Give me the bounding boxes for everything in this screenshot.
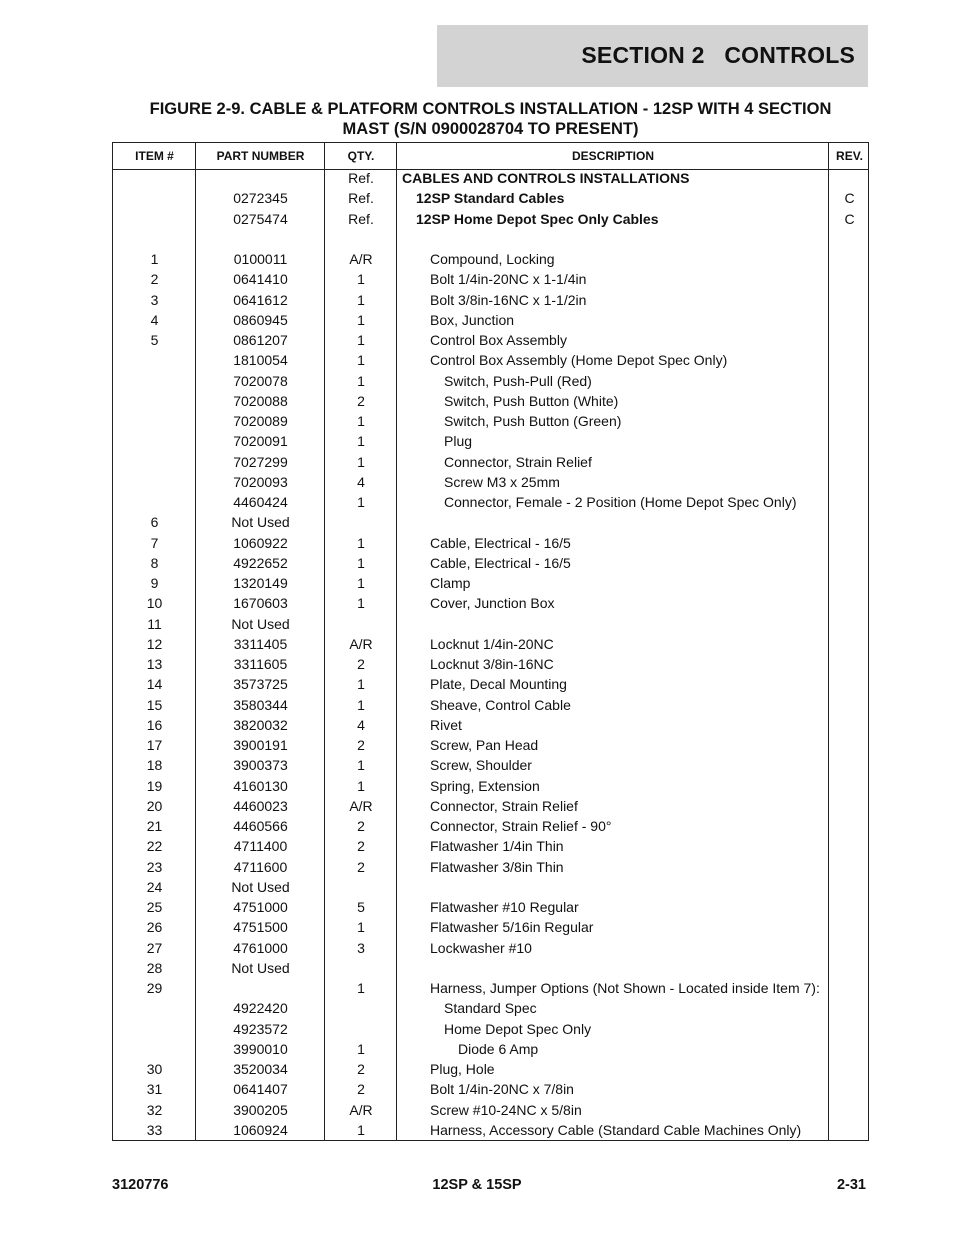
revision-cell: C xyxy=(844,210,855,227)
item-number-cell: 6 xyxy=(150,514,159,531)
item-number-cell: 10 xyxy=(146,595,163,612)
table-row xyxy=(113,209,868,229)
quantity-cell: 1 xyxy=(357,777,365,794)
item-number-cell: 11 xyxy=(147,615,162,632)
quantity-cell: 2 xyxy=(357,818,365,834)
part-number-cell: 4922420 xyxy=(233,1000,288,1017)
table-row xyxy=(113,533,868,553)
table-row xyxy=(113,1039,868,1059)
description-cell: Flatwasher #10 Regular xyxy=(430,899,579,915)
item-number-cell: 28 xyxy=(146,959,163,976)
description-cell: Flatwasher 1/4in Thin xyxy=(430,838,564,855)
quantity-cell: A/R xyxy=(349,635,373,652)
item-number-cell: 33 xyxy=(146,1121,163,1138)
item-number-cell: 20 xyxy=(146,797,163,814)
description-cell: Bolt 3/8in-16NC x 1-1/2in xyxy=(430,291,587,308)
figure-title-line-1: FIGURE 2-9. CABLE & PLATFORM CONTROLS INSTALLATION - 12SP WITH 4 SECTION xyxy=(149,100,832,118)
description-cell: 12SP Standard Cables xyxy=(416,190,565,207)
quantity-cell: 1 xyxy=(357,554,365,571)
item-number-cell: 30 xyxy=(146,1061,163,1077)
part-number-cell: 0641410 xyxy=(233,271,288,288)
quantity-cell: 2 xyxy=(357,392,365,409)
quantity-cell: 1 xyxy=(357,352,365,369)
description-cell: Diode 6 Amp xyxy=(458,1040,539,1057)
description-cell: Cover, Junction Box xyxy=(430,595,555,612)
description-cell: Screw #10-24NC x 5/8in xyxy=(430,1101,582,1118)
table-row xyxy=(113,573,868,593)
table-row xyxy=(113,857,868,877)
description-cell: Cable, Electrical - 16/5 xyxy=(430,534,571,551)
part-number-cell: 7020093 xyxy=(233,473,288,490)
part-number-cell: 1320149 xyxy=(233,575,288,591)
table-row xyxy=(113,1059,868,1079)
part-number-cell: 4460023 xyxy=(233,797,288,814)
table-row xyxy=(113,391,868,411)
table-row xyxy=(113,350,868,370)
quantity-cell: 3 xyxy=(357,939,365,956)
part-number-cell: Not Used xyxy=(231,615,290,632)
description-cell: Box, Junction xyxy=(430,311,515,328)
description-cell: Screw M3 x 25mm xyxy=(444,473,560,490)
quantity-cell: 2 xyxy=(357,656,365,672)
description-cell: Sheave, Control Cable xyxy=(430,696,571,713)
table-row xyxy=(113,735,868,755)
part-number-cell: 4751000 xyxy=(233,899,288,915)
table-row xyxy=(113,836,868,856)
quantity-cell: 2 xyxy=(357,1061,365,1077)
part-number-cell: 4923572 xyxy=(233,1020,288,1037)
description-cell: Spring, Extension xyxy=(430,777,540,794)
table-row xyxy=(113,290,868,310)
column-header-rev: REV. xyxy=(836,149,863,163)
table-row xyxy=(113,978,868,998)
description-cell: Screw, Pan Head xyxy=(430,737,539,753)
part-number-cell: 3990010 xyxy=(233,1040,288,1057)
part-number-cell: 7020088 xyxy=(233,392,288,409)
item-number-cell: 5 xyxy=(150,332,159,348)
part-number-cell: 4711400 xyxy=(233,838,288,855)
part-number-cell: 7027299 xyxy=(233,453,288,470)
table-row xyxy=(113,715,868,735)
quantity-cell: 1 xyxy=(357,696,365,713)
item-number-cell: 1 xyxy=(150,251,159,267)
part-number-cell: Not Used xyxy=(231,959,290,976)
item-number-cell: 17 xyxy=(146,737,163,753)
quantity-cell: 2 xyxy=(357,1081,365,1098)
description-cell: Connector, Strain Relief xyxy=(444,453,592,470)
table-row xyxy=(113,330,868,350)
item-number-cell: 27 xyxy=(146,939,163,956)
quantity-cell: 1 xyxy=(357,595,365,612)
description-cell: Plug xyxy=(444,433,473,450)
footer-model: 12SP & 15SP xyxy=(432,1177,522,1193)
column-header-part-number: PART NUMBER xyxy=(216,149,305,163)
quantity-cell: 1 xyxy=(357,311,365,328)
item-number-cell: 18 xyxy=(146,757,163,774)
part-number-cell: 4160130 xyxy=(233,777,288,794)
part-number-cell: 3580344 xyxy=(233,696,288,713)
table-row xyxy=(113,1120,868,1140)
table-row xyxy=(113,674,868,694)
quantity-cell: 5 xyxy=(357,899,365,915)
table-row xyxy=(113,492,868,512)
part-number-cell: 0860945 xyxy=(233,311,288,328)
item-number-cell: 13 xyxy=(146,656,163,672)
table-row xyxy=(113,188,868,208)
column-header-description: DESCRIPTION xyxy=(571,149,654,163)
table-row xyxy=(113,634,868,654)
table-row xyxy=(113,168,868,188)
item-number-cell: 9 xyxy=(150,575,159,591)
table-row xyxy=(113,411,868,431)
description-cell: Connector, Strain Relief xyxy=(430,797,578,814)
quantity-cell: A/R xyxy=(349,251,373,267)
quantity-cell: 1 xyxy=(357,453,365,470)
quantity-cell: 1 xyxy=(357,534,365,551)
quantity-cell: 1 xyxy=(357,1121,365,1138)
part-number-cell: 1060922 xyxy=(233,534,288,551)
item-number-cell: 26 xyxy=(146,919,163,936)
description-cell: Connector, Female - 2 Position (Home Depot Spec Only) xyxy=(444,494,797,510)
quantity-cell: 4 xyxy=(357,473,365,490)
quantity-cell: 1 xyxy=(357,1040,365,1057)
table-row xyxy=(113,593,868,613)
item-number-cell: 14 xyxy=(146,676,163,693)
table-row xyxy=(113,249,868,269)
item-number-cell: 25 xyxy=(146,899,163,915)
footer-page-number: 2-31 xyxy=(836,1177,866,1193)
description-cell: Locknut 1/4in-20NC xyxy=(430,635,554,652)
description-cell: Plug, Hole xyxy=(430,1061,495,1077)
part-number-cell: 1670603 xyxy=(233,595,288,612)
quantity-cell: 1 xyxy=(357,919,365,936)
table-row xyxy=(113,614,868,634)
item-number-cell: 15 xyxy=(146,696,163,713)
description-cell: Compound, Locking xyxy=(430,251,555,267)
description-cell: CABLES AND CONTROLS INSTALLATIONS xyxy=(402,170,690,186)
item-number-cell: 12 xyxy=(146,635,163,652)
quantity-cell: 1 xyxy=(357,271,365,288)
quantity-cell: 2 xyxy=(357,737,365,753)
revision-cell: C xyxy=(844,190,855,207)
item-number-cell: 21 xyxy=(146,818,163,834)
quantity-cell: 2 xyxy=(357,858,365,875)
part-number-cell: Not Used xyxy=(231,514,290,531)
description-cell: Switch, Push Button (Green) xyxy=(444,413,622,429)
item-number-cell: 19 xyxy=(146,777,163,794)
description-cell: Locknut 3/8in-16NC xyxy=(430,656,554,672)
table-body xyxy=(113,168,868,1140)
table-row xyxy=(113,654,868,674)
description-cell: Plate, Decal Mounting xyxy=(430,676,567,693)
description-cell: Connector, Strain Relief - 90° xyxy=(430,818,612,834)
part-number-cell: 3820032 xyxy=(233,716,288,733)
figure-title-line-2: MAST (S/N 0900028704 TO PRESENT) xyxy=(342,120,639,138)
description-cell: 12SP Home Depot Spec Only Cables xyxy=(416,210,659,227)
description-cell: Rivet xyxy=(430,716,462,733)
description-cell: Control Box Assembly (Home Depot Spec Only) xyxy=(430,352,728,369)
section-title: SECTION 2 CONTROLS xyxy=(581,42,855,68)
part-number-cell: 3311605 xyxy=(233,656,288,672)
quantity-cell: 1 xyxy=(357,372,365,389)
part-number-cell: 7020089 xyxy=(233,413,288,429)
table-row xyxy=(113,553,868,573)
item-number-cell: 3 xyxy=(150,291,159,308)
part-number-cell: 1810054 xyxy=(233,352,288,369)
table-row xyxy=(113,512,868,532)
table-row xyxy=(113,229,868,249)
footer-doc-number: 3120776 xyxy=(112,1177,169,1193)
quantity-cell: 1 xyxy=(357,332,365,348)
description-cell: Harness, Accessory Cable (Standard Cable Machines Only) xyxy=(430,1121,802,1138)
table-row xyxy=(113,310,868,330)
part-number-cell: 0272345 xyxy=(233,190,288,207)
table-row xyxy=(113,796,868,816)
description-cell: Lockwasher #10 xyxy=(430,939,532,956)
quantity-cell: 2 xyxy=(357,838,365,855)
part-number-cell: 7020078 xyxy=(233,372,288,389)
description-cell: Flatwasher 3/8in Thin xyxy=(430,858,564,875)
part-number-cell: Not Used xyxy=(231,878,290,895)
table-row xyxy=(113,371,868,391)
table-row xyxy=(113,938,868,958)
part-number-cell: 0641407 xyxy=(233,1081,288,1098)
part-number-cell: 4711600 xyxy=(233,858,288,875)
section-header xyxy=(437,25,868,87)
description-cell: Control Box Assembly xyxy=(430,332,567,348)
table-row xyxy=(113,1100,868,1120)
item-number-cell: 4 xyxy=(150,311,159,328)
item-number-cell: 29 xyxy=(146,980,163,996)
column-header-qty: QTY. xyxy=(347,149,375,163)
part-number-cell: 3573725 xyxy=(233,676,288,693)
column-header-item: ITEM # xyxy=(135,149,174,163)
description-cell: Clamp xyxy=(430,575,471,591)
table-row xyxy=(113,776,868,796)
part-number-cell: 7020091 xyxy=(233,433,288,450)
item-number-cell: 23 xyxy=(146,858,163,875)
part-number-cell: 0275474 xyxy=(233,210,288,227)
quantity-cell: Ref. xyxy=(348,210,374,227)
item-number-cell: 31 xyxy=(146,1081,163,1098)
part-number-cell: 4751500 xyxy=(233,919,288,936)
part-number-cell: 3900373 xyxy=(233,757,288,774)
table-row xyxy=(113,917,868,937)
quantity-cell: 1 xyxy=(357,676,365,693)
part-number-cell: 0641612 xyxy=(233,291,288,308)
quantity-cell: 1 xyxy=(357,433,365,450)
quantity-cell: Ref. xyxy=(348,170,374,186)
description-cell: Harness, Jumper Options (Not Shown - Located inside Item 7): xyxy=(430,980,820,996)
table-row xyxy=(113,472,868,492)
item-number-cell: 8 xyxy=(150,554,159,571)
table-row xyxy=(113,452,868,472)
item-number-cell: 24 xyxy=(146,878,163,895)
table-row xyxy=(113,816,868,836)
description-cell: Switch, Push-Pull (Red) xyxy=(444,372,592,389)
table-row xyxy=(113,431,868,451)
item-number-cell: 16 xyxy=(146,716,163,733)
item-number-cell: 2 xyxy=(150,271,159,288)
description-cell: Screw, Shoulder xyxy=(430,757,532,774)
description-cell: Bolt 1/4in-20NC x 1-1/4in xyxy=(430,271,587,288)
quantity-cell: 1 xyxy=(357,575,365,591)
table-row xyxy=(113,877,868,897)
quantity-cell: A/R xyxy=(349,797,373,814)
description-cell: Home Depot Spec Only xyxy=(444,1020,592,1037)
quantity-cell: 1 xyxy=(357,413,365,429)
part-number-cell: 0861207 xyxy=(233,332,288,348)
table-row xyxy=(113,897,868,917)
part-number-cell: 0100011 xyxy=(233,251,288,267)
table-row xyxy=(113,269,868,289)
table-row xyxy=(113,1019,868,1039)
table-row xyxy=(113,998,868,1018)
quantity-cell: 1 xyxy=(357,291,365,308)
part-number-cell: 3520034 xyxy=(233,1061,288,1077)
part-number-cell: 3311405 xyxy=(233,635,288,652)
part-number-cell: 4922652 xyxy=(233,554,288,571)
quantity-cell: 1 xyxy=(357,757,365,774)
part-number-cell: 1060924 xyxy=(233,1121,288,1138)
description-cell: Switch, Push Button (White) xyxy=(444,392,619,409)
description-cell: Bolt 1/4in-20NC x 7/8in xyxy=(430,1081,574,1098)
table-row xyxy=(113,958,868,978)
part-number-cell: 4460424 xyxy=(233,494,288,510)
item-number-cell: 7 xyxy=(150,534,159,551)
quantity-cell: 1 xyxy=(357,980,365,996)
quantity-cell: Ref. xyxy=(348,190,374,207)
description-cell: Cable, Electrical - 16/5 xyxy=(430,554,571,571)
part-number-cell: 4761000 xyxy=(233,939,288,956)
quantity-cell: 4 xyxy=(357,716,365,733)
quantity-cell: A/R xyxy=(349,1101,373,1118)
item-number-cell: 22 xyxy=(146,838,163,855)
quantity-cell: 1 xyxy=(357,494,365,510)
description-cell: Flatwasher 5/16in Regular xyxy=(430,919,594,936)
part-number-cell: 3900205 xyxy=(233,1101,288,1118)
item-number-cell: 32 xyxy=(146,1101,163,1118)
parts-table xyxy=(112,142,869,1141)
table-row xyxy=(113,1079,868,1099)
part-number-cell: 4460566 xyxy=(233,818,288,834)
table-row xyxy=(113,695,868,715)
description-cell: Standard Spec xyxy=(444,1000,537,1017)
part-number-cell: 3900191 xyxy=(233,737,288,753)
table-row xyxy=(113,755,868,775)
figure-title xyxy=(112,99,869,139)
